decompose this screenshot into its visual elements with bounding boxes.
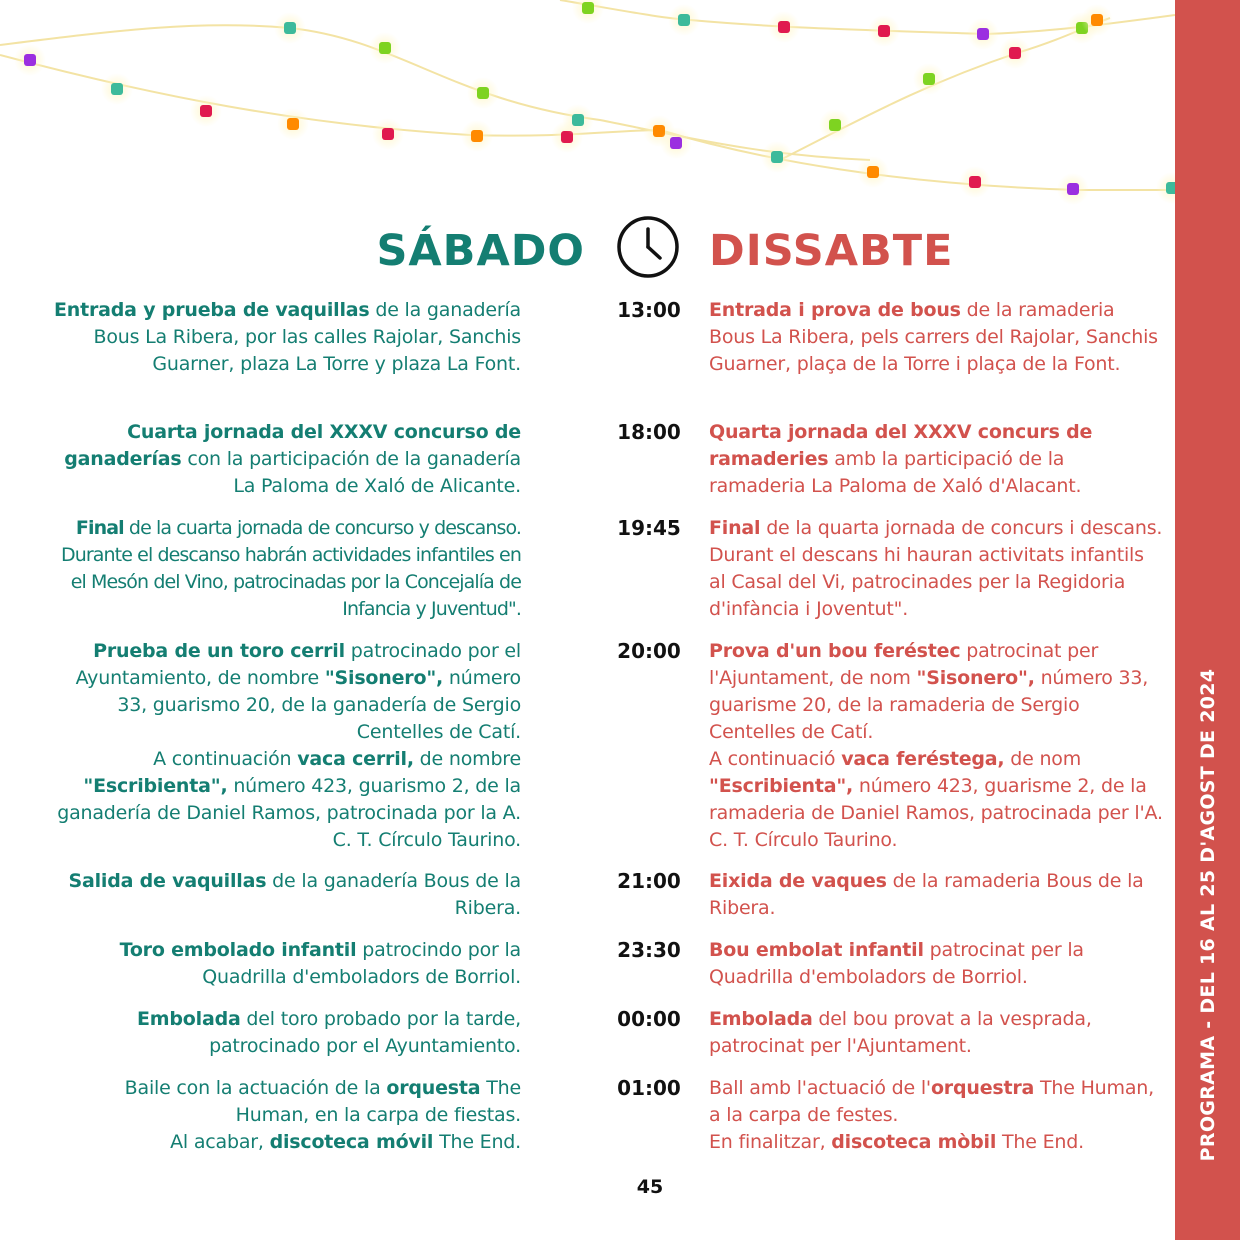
event-description-ca: Eixida de vaques de la ramaderia Bous de la Ribera. [709, 870, 1144, 919]
light-bulb [771, 151, 783, 163]
light-bulb [878, 25, 890, 37]
light-bulb [582, 2, 594, 14]
light-bulb [1091, 14, 1103, 26]
event-time: 18:00 [617, 420, 681, 444]
light-bulb [1009, 47, 1021, 59]
event-time: 20:00 [617, 639, 681, 663]
light-bulb [287, 118, 299, 130]
light-bulb [923, 73, 935, 85]
event-description-ca: Quarta jornada del XXXV concurs de ramaderies amb la participació de la ramaderia La Paloma de Xaló d'Alacant. [709, 421, 1093, 497]
light-bulb [977, 28, 989, 40]
event-description-ca: Bou embolat infantil patrocinat per la Quadrilla d'emboladors de Borriol. [709, 939, 1084, 988]
light-bulb [24, 54, 36, 66]
sidebar-band [1175, 0, 1240, 1240]
event-description-ca: Entrada i prova de bous de la ramaderia Bous La Ribera, pels carrers del Rajolar, Sanchis Guarner, plaça de la Torre i plaça de la Font. [709, 299, 1158, 375]
light-bulb [778, 21, 790, 33]
light-bulb [1166, 182, 1175, 194]
event-description-ca: Final de la quarta jornada de concurs i descans. Durant el descans hi hauran activitats infantils al Casal del Vi, patrocinades per la Regidoria d'infància i Joventut". [709, 517, 1163, 620]
event-description-es: Baile con la actuación de la orquesta The Human, en la carpa de fiestas. Al acabar, discoteca móvil The End. [124, 1077, 521, 1153]
event-description-es: Entrada y prueba de vaquillas de la ganadería Bous La Ribera, por las calles Rajolar, Sanchis Guarner, plaza La Torre y plaza La Font. [53, 299, 521, 375]
event-time: 00:00 [617, 1007, 681, 1031]
event-description-ca: Ball amb l'actuació de l'orquestra The Human, a la carpa de festes. En finalitzar, discoteca mòbil The End. [709, 1077, 1154, 1153]
page-number: 45 [636, 1176, 664, 1198]
event-time: 01:00 [617, 1076, 681, 1100]
event-description-es: Salida de vaquillas de la ganadería Bous de la Ribera. [68, 870, 521, 919]
heading-saturday-es: SÁBADO [376, 226, 585, 276]
event-description-es: Final de la cuarta jornada de concurso y descanso. Durante el descanso habrán actividades infantiles en el Mesón del Vino, patrocinadas por la Concejalía de Infancia y Juventud". [61, 517, 521, 620]
heading-saturday-ca: DISSABTE [709, 226, 954, 276]
event-time: 13:00 [617, 298, 681, 322]
event-description-es: Toro embolado infantil patrocindo por la Quadrilla d'emboladors de Borriol. [119, 939, 521, 988]
light-bulb [670, 137, 682, 149]
string-lights-decoration [0, 0, 1175, 210]
event-description-es: Embolada del toro probado por la tarde, patrocinado por el Ayuntamiento. [137, 1008, 521, 1057]
light-bulb [200, 105, 212, 117]
event-time: 19:45 [617, 516, 681, 540]
light-bulb [829, 119, 841, 131]
light-bulb [867, 166, 879, 178]
light-bulb [379, 42, 391, 54]
event-time: 21:00 [617, 869, 681, 893]
event-time: 23:30 [617, 938, 681, 962]
event-description-ca: Prova d'un bou feréstec patrocinat per l'Ajuntament, de nom "Sisonero", número 33, guarisme 20, de la ramaderia de Sergio Centelles de Catí. A continuació vaca feréstega, de nom "Escribienta", número 423, guarisme 2, de la ramaderia de Daniel Ramos, patrocinada per l'A. C. T. Círculo Taurino. [709, 640, 1163, 851]
light-bulb [382, 128, 394, 140]
light-bulb [969, 176, 981, 188]
event-description-es: Cuarta jornada del XXXV concurso de ganaderías con la participación de la ganadería La Paloma de Xaló de Alicante. [64, 421, 521, 497]
light-bulb [471, 130, 483, 142]
light-bulb [1067, 183, 1079, 195]
light-bulb [111, 83, 123, 95]
light-bulb [572, 114, 584, 126]
event-description-es: Prueba de un toro cerril patrocinado por el Ayuntamiento, de nombre "Sisonero", número 33, guarismo 20, de la ganadería de Sergio Centelles de Catí. A continuación vaca cerril, de nombre "Escribienta", número 423, guarismo 2, de la ganadería de Daniel Ramos, patrocinada por la A. C. T. Círculo Taurino. [57, 640, 521, 851]
light-bulb [678, 14, 690, 26]
sidebar-program-dates: PROGRAMA - DEL 16 AL 25 D'AGOST DE 2024 [1196, 668, 1219, 1162]
light-bulb [284, 22, 296, 34]
clock-icon [615, 214, 681, 280]
event-description-ca: Embolada del bou provat a la vesprada, patrocinat per l'Ajuntament. [709, 1008, 1092, 1057]
light-bulb [477, 87, 489, 99]
